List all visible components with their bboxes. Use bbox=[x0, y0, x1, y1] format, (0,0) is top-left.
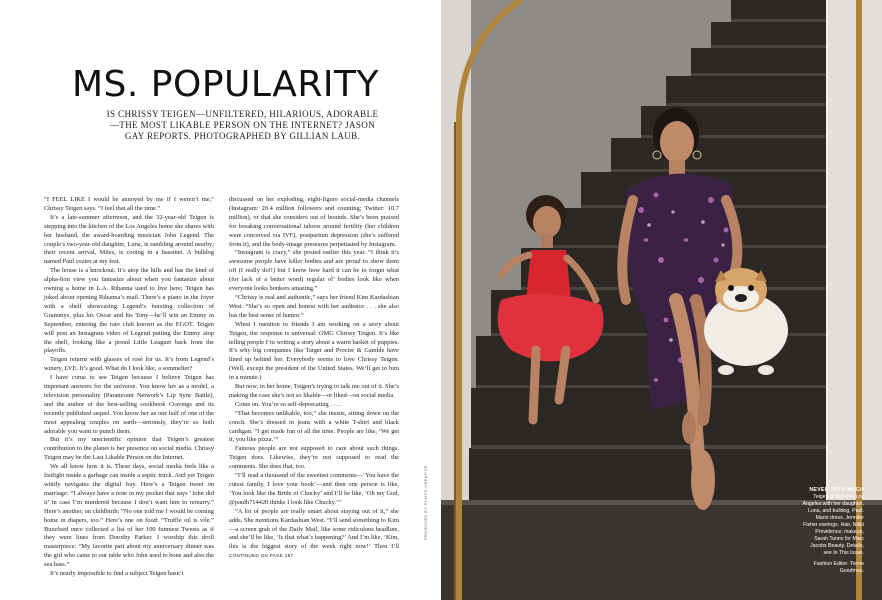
body-paragraph: It’s nearly impossible to find a subject Teigen hasn’t bbox=[50, 570, 184, 578]
body-paragraph: Teigen returns with glasses of rosé for us. It’s from Legend’s winery, LVE. It’s good. What do I look like, a sommelier? bbox=[44, 356, 214, 373]
continued-line: CONTINUED ON PAGE 267 bbox=[229, 553, 294, 559]
body-paragraph: It’s a late-summer afternoon, and the 32-year-old Teigen is stepping into the kitchen of the Los Angeles home she shares with her husband, the award-hoarding musician John Legend. The couple’s two-year-old daughter, Luna, is rambling around nearby; their recent arrival, Miles, is cooing in a bassinet. A bulldog named Paul cozies at my feet. bbox=[44, 213, 214, 266]
body-paragraph bbox=[229, 508, 399, 561]
headline: MS. POPULARITY bbox=[72, 64, 380, 105]
caption-text: Teigen at home in Los Angeles with her daughter, Luna, and bulldog, Paul. Marni dress. Jennifer Fisher earrings. Hair, Nikki Providence; makeup, Sarah Tanno for Marc Jacobs Beauty. Details, see In This Issue. bbox=[802, 494, 864, 556]
body-paragraph: “Chrissy is real and authentic,” says her friend Kim Kardashian West. “She’s so open and honest with her audience . . . she also has the best sense of humor.” bbox=[229, 293, 399, 319]
photo-page bbox=[441, 0, 882, 600]
body-paragraph: But it’s my unscientific opinion that Teigen’s greatest contribution to the planet is her presence on social media. Chrissy Teigen may be the Last Likable Person on the Internet. bbox=[44, 436, 214, 462]
body-paragraph: Come on. You’re so self-deprecating . . . . bbox=[235, 400, 342, 408]
body-paragraph: We all know how it is. These days, social media feels like a fistfight inside a garbage can inside a septic truck. And yet Teigen wittily navigates the digital fray. Here’s a Teigen tweet on marriage: “I always have a note in my pocket that says ‘John did it’ in case I’m murdered because I don’t want him to remarry.” Here’s another, on childbirth: “No one told me I would be coming home in diapers, too.” Here’s one on food: “Truffle oil is vile.” Buzzfeed once collected a list of her 100 funniest Tweets as if they were lines from Dorothy Parker. I worship this droll masterpiece: “My favorite part about my anniversary dinner was the girl who came to our table who John used to bone and also the sea bass.” bbox=[44, 463, 214, 569]
photo-caption bbox=[802, 487, 864, 575]
deck: IS CHRISSY TEIGEN—UNFILTERED, HILARIOUS, ADORABLE—THE MOST LIKABLE PERSON ON THE INTERNET? JASON GAY REPORTS. PHOTOGRAPHED BY GILLIAN LAUB. bbox=[106, 109, 379, 141]
caption-heading: NEVER TUTU MUCH bbox=[809, 487, 864, 493]
body-paragraph: discussed on her exploding, eight-figure social-media channels (Instagram: 20.4 million followers and counting; Twitter: 10.7 million), or that she considers out of bounds. She’s been praised for breaking conversational taboos around fertility (her children were conceived via IVF), postpartum depression (she’s suffered from it), and the body-image pressures perpetuated by Instagram. bbox=[229, 196, 399, 248]
body-paragraph: Famous people are not supposed to care about such things. Teigen does. Likewise, they’re not supposed to read the comments. She does that, too. bbox=[229, 445, 399, 471]
body-paragraph: “I FEEL LIKE I would be annoyed by me if I weren’t me,” Chrissy Teigen says. “I feel that all the time.” bbox=[44, 196, 214, 212]
body-column-left bbox=[44, 196, 214, 579]
body-paragraph: I have come to see Teigen because I believe Teigen has important answers for the universe. You know her as a model, a television personality (Paramount Network’s Lip Sync Battle), and the author of the best-selling cookbook Cravings and its recently published sequel. You know her as one half of one of the most appealing couples on earth—seriously, they’re so both adorable you want to punch them. bbox=[44, 374, 214, 435]
caption-editor: Fashion Editor: Tonne Goodman. bbox=[813, 561, 864, 574]
body-paragraph: When I mention to friends I am working on a story about Teigen, the response is universal: OMG Chrissy Teigen. It’s like telling people I’m writing a story about a warm basket of puppies. It’s why big companies like Target and Procter & Gamble have lined up behind her. Everybody seems to love Chrissy Teigen. (Well, except the president of the United States. We’ll get to him in a minute.) bbox=[229, 320, 399, 382]
body-column-right bbox=[229, 196, 399, 561]
body-paragraph: The house is a knockout. It’s atop the hills and has the kind of alpha-lion view you fantasize about when you fantasize about owning a home in L.A. Rihanna used to live here; Teigen has joked about opening Rihanna’s mail. There’s a piano in the foyer with a shelf showcasing Legend’s bursting collection of Grammys, plus his Oscar and his Tony—he’ll win an Emmy in September, entering the rare club known as the EGOT. Teigen will post an Instagram video of Legend putting the Emmy atop the shelf, looking like a proud Little Leaguer back from the playoffs. bbox=[44, 267, 214, 355]
body-paragraph: “I’ll read a thousand of the sweetest comments—‘You have the cutest family, I love your book’—and then one person is like, ‘You look like the Bride of Chucky’ and I’ll be like, ‘Oh my God, @paulh714420 thinks I look like Chucky.’” bbox=[229, 472, 399, 506]
body-paragraph-text: “A lot of people are really smart about staying out of it,” she adds. She mentions Kardashian West. “I’ll send something to Kim—a screen grab of the Daily Mail, like some ridiculous headline, and she’ll be like, ‘Is that what’s happening?’ And I’m like, ‘Kim, this is the biggest story of the week right now!’ Then I’ll bbox=[229, 507, 399, 551]
body-paragraph: “That becomes unlikable, too,” she insists, sitting down on the couch. She’s dressed in jeans with a white T-shirt and black cardigan. “I get made fun of all the time. People are like, ‘We get it, you like pizza.’” bbox=[229, 409, 399, 444]
photo-credit: PRODUCED BY PHOTO CREATIVE bbox=[424, 464, 428, 540]
body-paragraph: But now, in her home, Teigen’s trying to talk me out of it. She’s making the case she’s not so likable—or liked—on social media. bbox=[229, 383, 399, 399]
body-paragraph: “Instagram is crazy,” she posted earlier this year. “I think it’s awesome people have killer bodies and are proud to show them off (I really do!!) but I know how hard it can be to forget what (for lack of a better word) regular ol’ bodies look like when everyone looks bonkers amazing.” bbox=[229, 249, 399, 293]
